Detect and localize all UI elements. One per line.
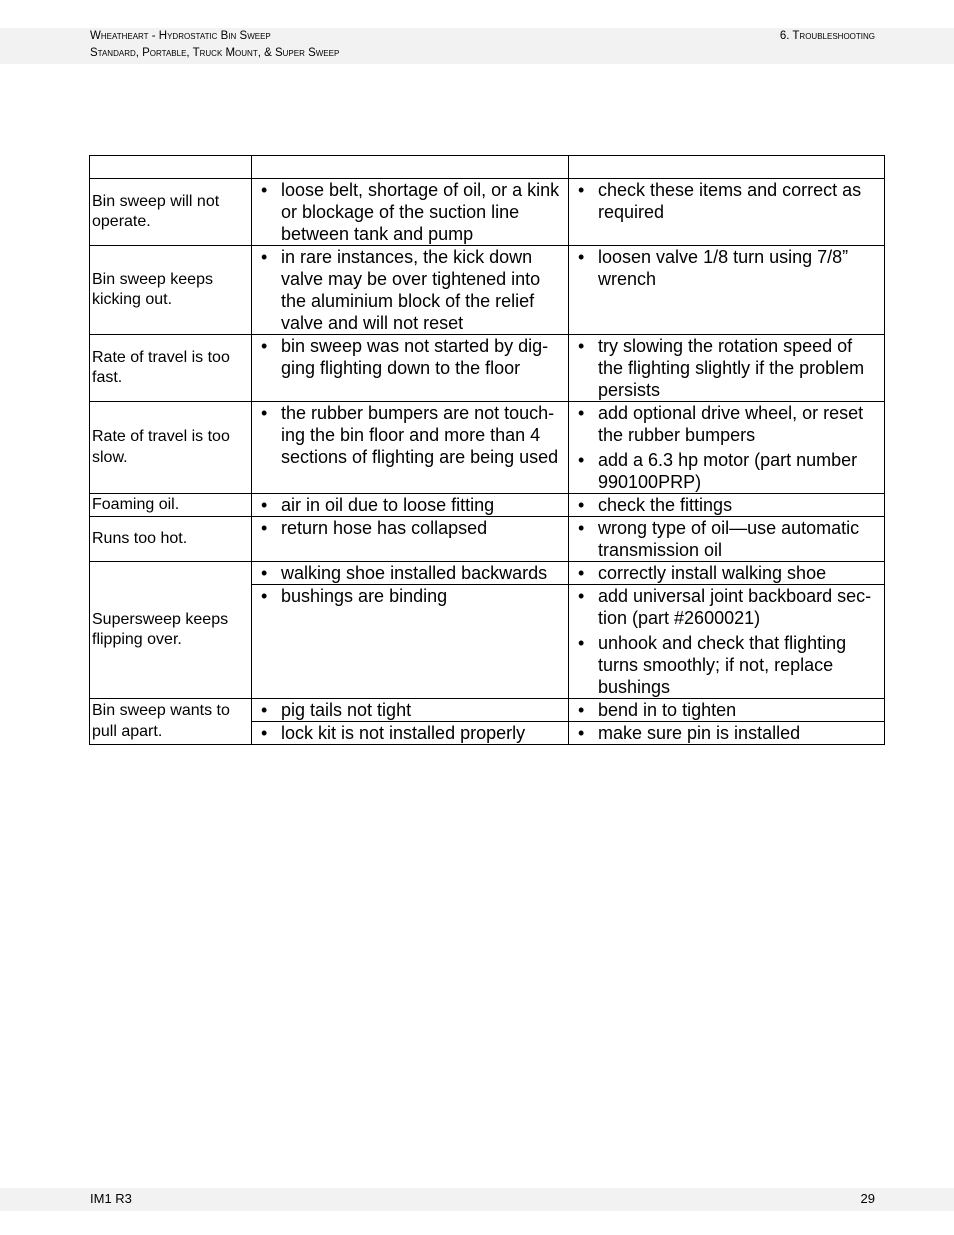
solution-cell — [569, 517, 885, 562]
cause-cell — [252, 585, 569, 699]
cause-cell — [252, 517, 569, 562]
problem-cell: Runs too hot. — [90, 517, 252, 562]
table-row — [90, 494, 885, 517]
solution-item: • check these items and correct as required — [569, 179, 884, 223]
cause-item: • the rubber bumpers are not touch-ing the bin floor and more than 4 sections of flighting are being used — [252, 402, 568, 468]
cause-item: • lock kit is not installed properly — [252, 722, 568, 744]
solution-item: • add universal joint backboard sec-tion (part #2600021) — [569, 585, 884, 629]
header-subtitle: Standard, Portable, Truck Mount, & Super Sweep — [90, 47, 340, 59]
page-footer — [0, 1188, 954, 1211]
cause-item: • bushings are binding — [252, 585, 568, 607]
cause-item: • bin sweep was not started by dig-ging flighting down to the floor — [252, 335, 568, 379]
solution-item: • make sure pin is installed — [569, 722, 884, 744]
solution-cell — [569, 562, 885, 585]
cause-cell — [252, 722, 569, 745]
problem-cell: Rate of travel is too fast. — [90, 335, 252, 402]
cause-item: • pig tails not tight — [252, 699, 568, 721]
troubleshooting-table — [89, 155, 885, 745]
problem-cell: Bin sweep wants to pull apart. — [90, 699, 252, 745]
solution-cell — [569, 699, 885, 722]
header-section: 6. Troubleshooting — [779, 30, 875, 42]
cause-cell — [252, 402, 569, 494]
problem-cell: Foaming oil. — [90, 494, 252, 517]
table-row — [90, 402, 885, 494]
cause-cell — [252, 179, 569, 246]
table-row — [90, 517, 885, 562]
table-header-row — [90, 156, 885, 179]
document-id: IM1 R3 — [90, 1191, 132, 1206]
problem-cell: Rate of travel is too slow. — [90, 402, 252, 494]
solution-item: • loosen valve 1/8 turn using 7/8” wrench — [569, 246, 884, 290]
problem-cell: Supersweep keeps flipping over. — [90, 562, 252, 699]
cause-item: • return hose has collapsed — [252, 517, 568, 539]
cause-item: • walking shoe installed backwards — [252, 562, 568, 584]
column-header-cause — [252, 156, 569, 179]
solution-item: • add optional drive wheel, or reset the rubber bumpers — [569, 402, 884, 446]
solution-item: • try slowing the rotation speed of the flighting slightly if the problem persists — [569, 335, 884, 401]
solution-item: • unhook and check that flighting turns smoothly; if not, replace bushings — [569, 632, 884, 698]
solution-cell — [569, 246, 885, 335]
cause-cell — [252, 562, 569, 585]
cause-cell — [252, 699, 569, 722]
cause-item: • loose belt, shortage of oil, or a kink or blockage of the suction line between tank and pump — [252, 179, 568, 245]
problem-cell: Bin sweep keeps kicking out. — [90, 246, 252, 335]
cause-cell — [252, 494, 569, 517]
cause-item: • air in oil due to loose fitting — [252, 494, 568, 516]
problem-cell: Bin sweep will not operate. — [90, 179, 252, 246]
table-row — [90, 179, 885, 246]
solution-cell — [569, 722, 885, 745]
column-header-problem — [90, 156, 252, 179]
cause-item: • in rare instances, the kick down valve may be over tightened into the aluminium block of the relief valve and will not reset — [252, 246, 568, 334]
solution-cell — [569, 494, 885, 517]
solution-item: • check the fittings — [569, 494, 884, 516]
cause-cell — [252, 246, 569, 335]
page-number: 29 — [860, 1191, 875, 1206]
solution-cell — [569, 402, 885, 494]
table-row — [90, 246, 885, 335]
cause-cell — [252, 335, 569, 402]
table-row — [90, 699, 885, 722]
solution-cell — [569, 179, 885, 246]
solution-item: • correctly install walking shoe — [569, 562, 884, 584]
solution-cell — [569, 585, 885, 699]
table-row — [90, 562, 885, 585]
column-header-solution — [569, 156, 885, 179]
table-row — [90, 335, 885, 402]
solution-cell — [569, 335, 885, 402]
solution-item: • bend in to tighten — [569, 699, 884, 721]
solution-item: • add a 6.3 hp motor (part number 990100PRP) — [569, 449, 884, 493]
header-title: Wheatheart - Hydrostatic Bin Sweep — [90, 30, 271, 42]
solution-item: • wrong type of oil—use automatic transmission oil — [569, 517, 884, 561]
